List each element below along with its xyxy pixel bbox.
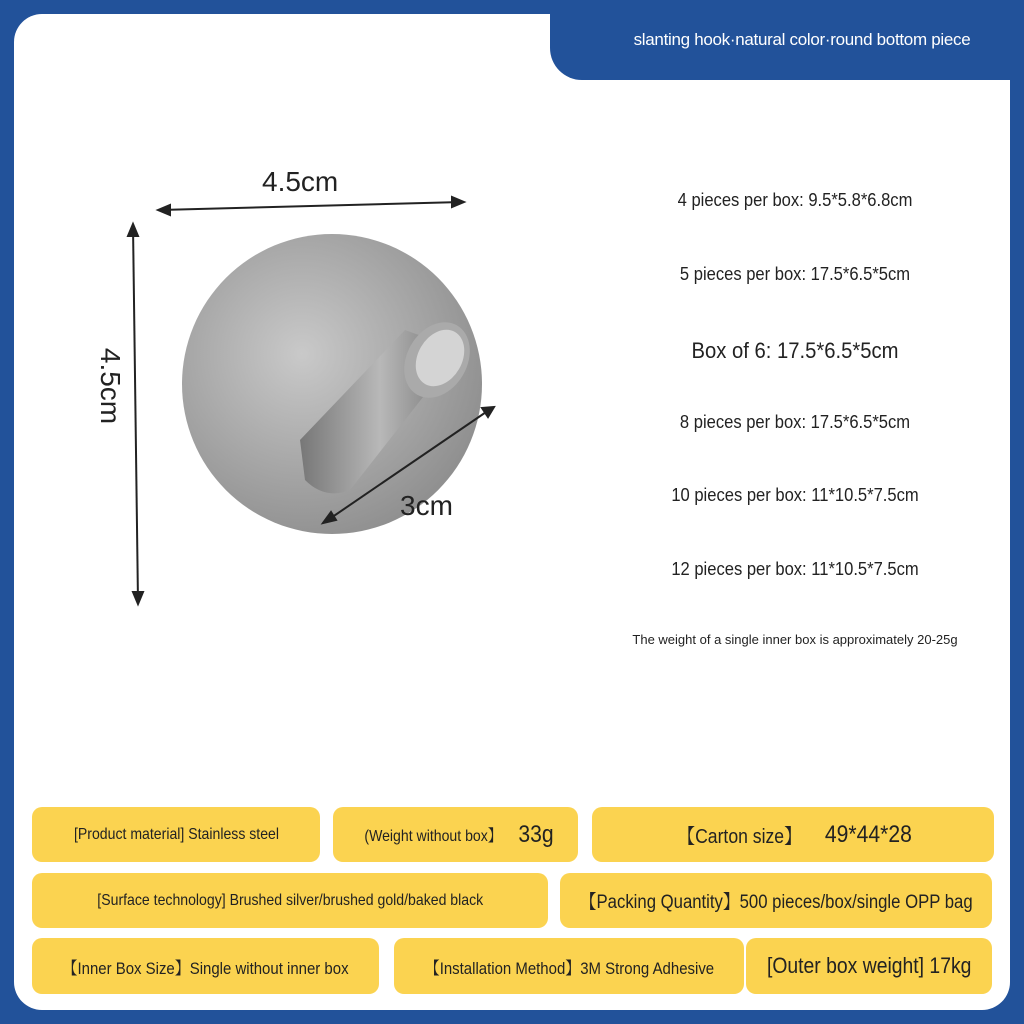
depth-label: 3cm: [400, 490, 453, 521]
header-title: slanting hook·natural color·round bottom piece: [633, 30, 971, 49]
packaging-item: 4 pieces per box: 9.5*5.8*6.8cm: [677, 190, 913, 210]
surface-label: [Surface technology] Brushed silver/brushed gold/baked black: [32, 873, 548, 928]
hook-illustration: [100, 160, 500, 620]
weight-value: 33g: [518, 820, 554, 848]
height-label: 4.5cm: [95, 347, 127, 425]
inner-box-weight-note: The weight of a single inner box is approximately 20-25g: [632, 632, 958, 647]
width-label: 4.5cm: [262, 166, 339, 197]
outer-box-weight-label: [Outer box weight] 17kg: [746, 938, 992, 994]
carton-size-value: 49*44*28: [824, 820, 912, 848]
weight-label: (Weight without box】 33g: [333, 807, 578, 862]
carton-size-label: 【Carton size】 49*44*28: [592, 807, 994, 862]
packaging-item: 10 pieces per box: 11*10.5*7.5cm: [671, 485, 919, 505]
material-label: [Product material] Stainless steel: [32, 807, 320, 862]
height-arrow: [133, 226, 138, 602]
packaging-item: 12 pieces per box: 11*10.5*7.5cm: [671, 559, 919, 579]
packaging-item: 8 pieces per box: 17.5*6.5*5cm: [679, 412, 911, 432]
inner-box-size-label: 【Inner Box Size】Single without inner box: [32, 938, 379, 994]
packing-quantity-label: 【Packing Quantity】500 pieces/box/single OPP bag: [560, 873, 992, 928]
packaging-item: Box of 6: 17.5*6.5*5cm: [691, 338, 899, 363]
width-arrow: [160, 202, 462, 210]
installation-method-label: 【Installation Method】3M Strong Adhesive: [394, 938, 744, 994]
header-tab: [550, 0, 1024, 80]
packaging-item: 5 pieces per box: 17.5*6.5*5cm: [679, 264, 911, 284]
